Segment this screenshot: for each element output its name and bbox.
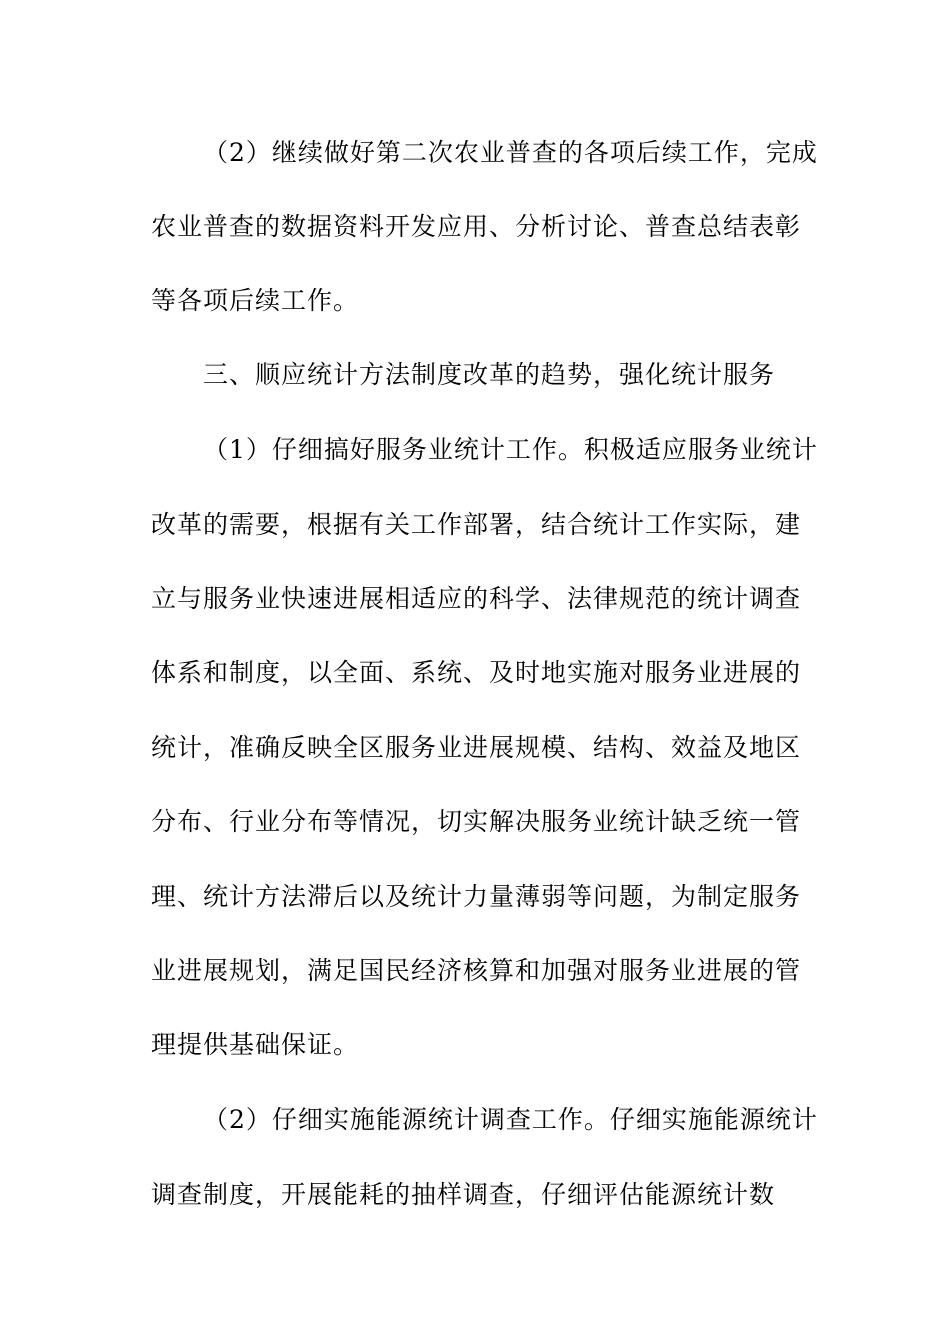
paragraph-3-1-line-5: 统计，准确反映全区服务业进展规模、结构、效益及地区 [151,733,802,762]
paragraph-3-1-line-3: 立与服务业快速进展相适应的科学、法律规范的统计调查 [151,584,802,613]
section-heading-3: 三、顺应统计方法制度改革的趋势，强化统计服务 [203,360,776,389]
paragraph-3-1-line-1: （1）仔细搞好服务业统计工作。积极适应服务业统计 [203,435,818,464]
paragraph-3-2-line-2: 调查制度，开展能耗的抽样调查，仔细评估能源统计数 [151,1180,776,1209]
paragraph-2-line-1: （2）继续做好第二次农业普查的各项后续工作，完成 [203,138,818,167]
paragraph-3-2-line-1: （2）仔细实施能源统计调查工作。仔细实施能源统计 [203,1105,818,1134]
paragraph-3-1-line-7: 理、统计方法滞后以及统计力量薄弱等问题，为制定服务 [151,882,802,911]
paragraph-3-1-line-8: 业进展规划，满足国民经济核算和加强对服务业进展的管 [151,956,802,985]
paragraph-3-1-line-4: 体系和制度，以全面、系统、及时地实施对服务业进展的 [151,658,802,687]
paragraph-2-line-2: 农业普查的数据资料开发应用、分析讨论、普查总结表彰 [151,212,802,241]
paragraph-3-1-line-6: 分布、行业分布等情况，切实解决服务业统计缺乏统一管 [151,807,802,836]
paragraph-3-1-line-2: 改革的需要，根据有关工作部署，结合统计工作实际，建 [151,510,802,539]
paragraph-3-1-line-9: 理提供基础保证。 [151,1030,360,1059]
paragraph-2-line-3: 等各项后续工作。 [151,286,360,315]
